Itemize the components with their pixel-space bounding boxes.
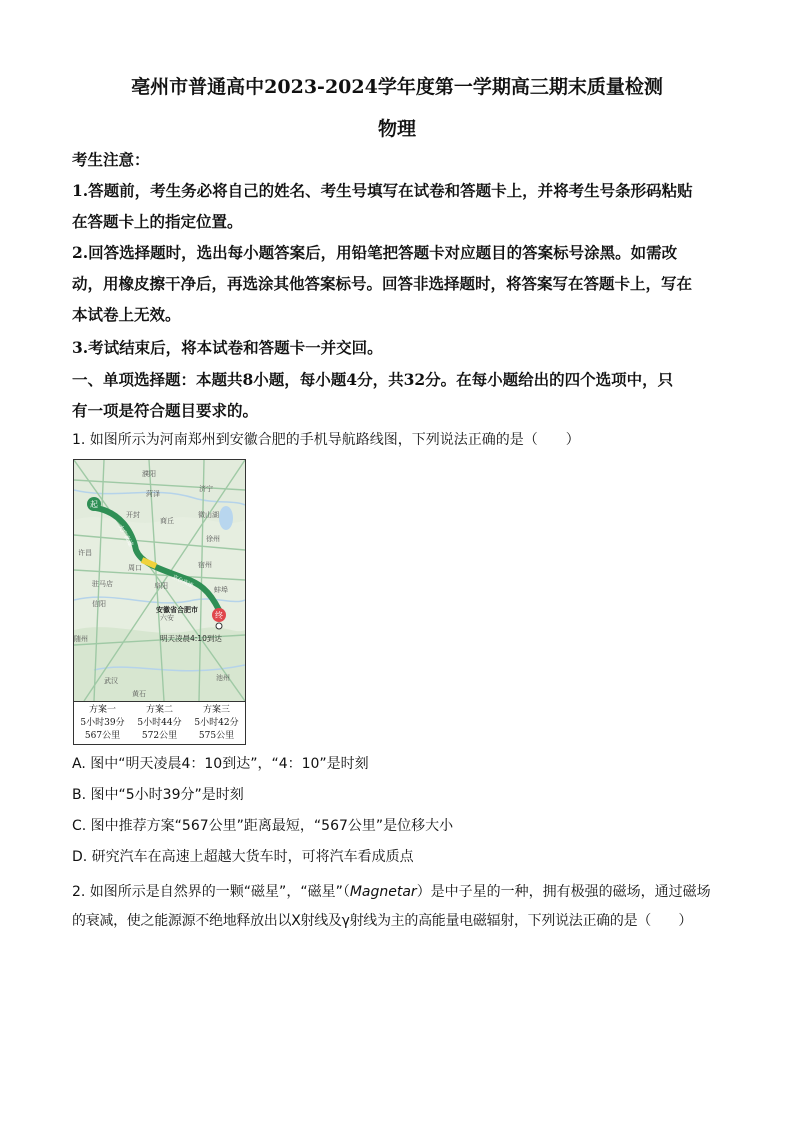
navigation-map-figure [73, 459, 246, 745]
city-label: 宿州 [198, 561, 212, 569]
city-label: 济宁 [199, 485, 213, 493]
plan-time: 5小时44分 [137, 718, 182, 728]
city-label: 周口 [128, 564, 142, 572]
map-image [74, 460, 245, 701]
city-label: 濮阳 [142, 470, 156, 478]
exam-subject: 物理 [377, 118, 416, 140]
notice-line-2: 在答题卡上的指定位置。 [72, 212, 243, 231]
option-b: B. 图中“5小时39分”是时刻 [72, 787, 244, 803]
section-heading-line-2: 有一项是符合题目要求的。 [72, 401, 259, 420]
notice-line-5: 本试卷上无效。 [72, 305, 181, 324]
city-label: 商丘 [160, 517, 174, 525]
route-plan [131, 702, 188, 745]
city-label: 开封 [126, 511, 140, 519]
plan-time: 5小时39分 [80, 718, 125, 728]
city-label: 驻马店 [92, 580, 113, 588]
option-c: C. 图中推荐方案“567公里”距离最短，“567公里”是位移大小 [72, 818, 454, 834]
question-2-stem-line-1 [72, 877, 722, 907]
plan-name: 方案二 [145, 705, 173, 715]
exam-title: 亳州市普通高中2023-2024学年度第一学期高三期末质量检测 [131, 76, 663, 98]
notice-line-1: 1.答题前，考生务必将自己的姓名、考生号填写在试卷和答题卡上，并将考生号条形码粘贴 [72, 181, 693, 200]
option-d: D. 研究汽车在高速上超越大货车时，可将汽车看成质点 [72, 849, 414, 865]
notice-line-3: 2.回答选择题时，选出每小题答案后，用铅笔把答题卡对应题目的答案标号涂黑。如需改 [72, 243, 678, 262]
city-label: 六安 [160, 614, 174, 622]
notice-line-4: 动，用橡皮擦干净后，再选涂其他答案标号。回答非选择题时，将答案写在答题卡上，写在 [72, 274, 693, 293]
q2-stem-italic: Magnetar [349, 884, 417, 900]
q2-stem-part-a: 2. 如图所示是自然界的一颗“磁星”，“磁星”（ [72, 884, 350, 900]
city-label: 池州 [216, 674, 230, 682]
question-2-stem-line-2: 的衰减，使之能源源不绝地释放出以X射线及γ射线为主的高能量电磁辐射，下列说法正确的是（ ） [72, 913, 693, 929]
road-label-2: 京台高速 [171, 574, 194, 590]
route-plan [74, 702, 131, 745]
route-plan [188, 702, 245, 745]
plan-distance: 572公里 [141, 731, 178, 741]
section-heading-line-1: 一、单项选择题：本题共8小题，每小题4分，共32分。在每小题给出的四个选项中，只 [72, 370, 674, 389]
option-a: A. 图中“明天凌晨4：10到达”，“4：10”是时刻 [72, 756, 369, 772]
city-label: 徐州 [206, 535, 220, 543]
city-label: 信阳 [92, 600, 106, 608]
arrival-time-label: 明天凌晨4:10到达 [160, 634, 222, 643]
road-label-1: 大广高速 [116, 523, 135, 548]
city-label: 武汉 [104, 677, 118, 685]
start-marker-label: 起 [90, 500, 98, 509]
plan-time: 5小时42分 [194, 718, 239, 728]
city-label: 许昌 [78, 549, 92, 557]
question-1-stem: 1. 如图所示为河南郑州到安徽合肥的手机导航路线图，下列说法正确的是（ ） [72, 432, 580, 448]
city-label: 菏泽 [146, 490, 160, 498]
plan-name: 方案三 [202, 705, 230, 715]
plan-distance: 575公里 [198, 731, 235, 741]
city-label: 微山湖 [198, 511, 219, 519]
route-plans [74, 701, 245, 745]
destination-label: 安徽省合肥市 [156, 606, 198, 614]
plan-name: 方案一 [88, 705, 116, 715]
city-label: 阜阳 [154, 582, 168, 590]
notice-line-6: 3.考试结束后，将本试卷和答题卡一并交回。 [72, 338, 383, 357]
q2-stem-part-b: ）是中子星的一种，拥有极强的磁场，通过磁场 [416, 884, 711, 900]
city-label: 黄石 [132, 690, 146, 698]
city-label: 蚌埠 [214, 586, 228, 594]
end-marker-label: 终 [215, 611, 223, 620]
plan-distance: 567公里 [84, 731, 121, 741]
city-label: 随州 [74, 635, 88, 643]
notice-heading: 考生注意： [72, 150, 150, 169]
